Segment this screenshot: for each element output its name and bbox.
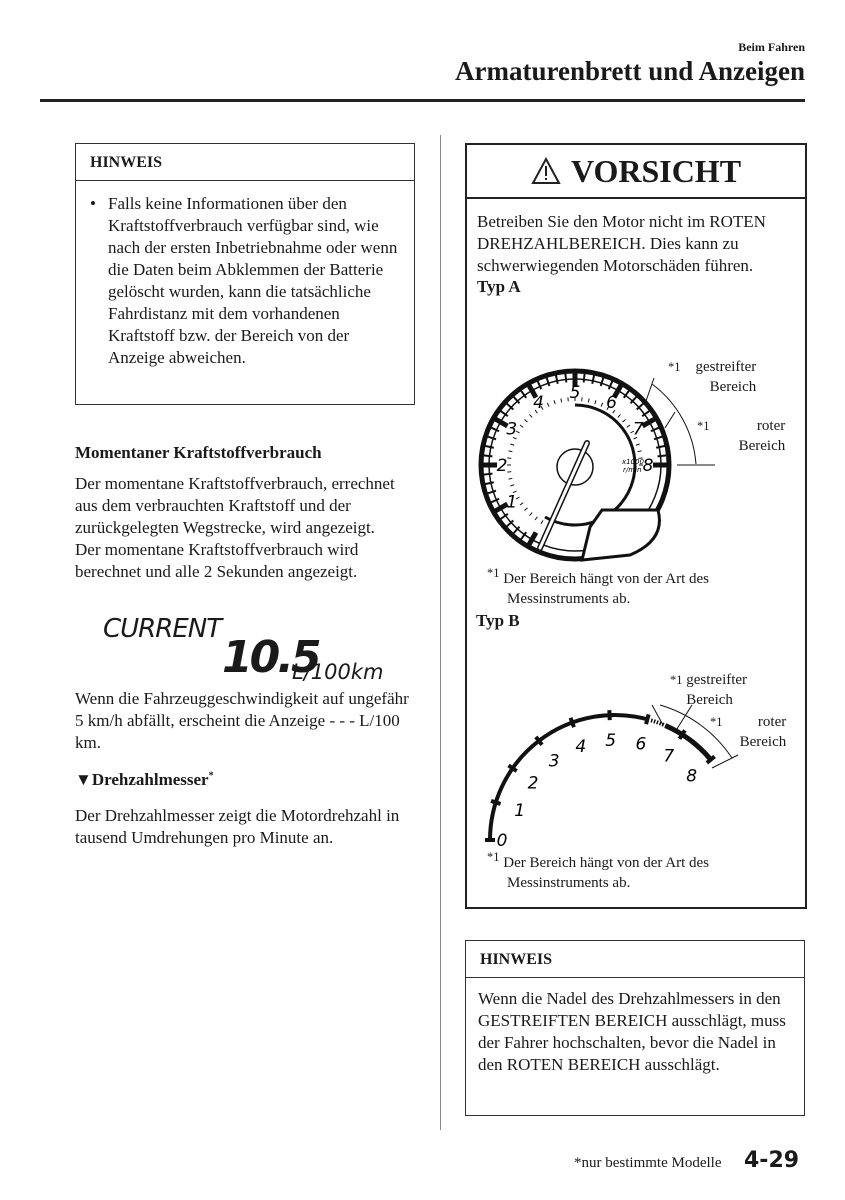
- gauge-inner-tick: [529, 414, 532, 417]
- gauge-tick: [547, 378, 550, 387]
- gauge-inner-tick: [627, 425, 630, 427]
- gauge-tick: [565, 374, 566, 383]
- gauge-inner-tick: [547, 403, 549, 407]
- callout-striped-a: [668, 357, 756, 397]
- footnote-mark: *1: [487, 850, 500, 864]
- callout-mark: *1: [710, 715, 723, 729]
- warning-triangle-icon: [531, 157, 561, 185]
- tachometer-type-b: [470, 660, 810, 860]
- callout-striped-text: gestreifter Bereich: [686, 672, 748, 708]
- gauge-number: 4: [533, 392, 544, 413]
- gauge-inner-tick: [561, 398, 562, 402]
- gauge-tick: [488, 437, 497, 440]
- gauge-tick: [656, 446, 665, 448]
- display-value: 10.5: [222, 632, 319, 683]
- note-text: Wenn die Nadel des Drehzahlmessers in den GESTREIFTEN BEREICH ausschlägt, muss der Fahrer hochschalten, bevor die Nadel in den ROTEN BEREICH ausschlägt.: [478, 989, 786, 1074]
- gauge-tick: [571, 718, 574, 727]
- footnote-text: Der Bereich hängt von der Art des Messinstruments ab.: [503, 855, 710, 891]
- gauge-number: 7: [632, 419, 644, 440]
- type-b-label: Typ B: [476, 611, 520, 630]
- warning-text: Betreiben Sie den Motor nicht im ROTEN DREHZAHLBEREICH. Dies kann zu schwerwiegenden Motorschäden führen.: [477, 212, 766, 275]
- gauge-inner-tick: [524, 419, 527, 422]
- gauge-inner-tick: [510, 444, 514, 445]
- gauge-number: 2: [527, 773, 539, 794]
- note-bullet: • Falls keine Informationen über den Kraftstoffverbrauch verfügbar sind, wie nach der ersten Inbetriebnahme oder wenn die Daten beim Abklemmen der Batterie gelöscht wurden, kann die tatsächliche Fahrdistanz mit dem vorhandenen Kraftstoff bzw. der Bereich von der Anzeige abweichen.: [90, 193, 400, 369]
- gauge-number: 0: [496, 831, 508, 851]
- callout-striped-text: gestreifter Bereich: [695, 359, 757, 395]
- gauge-inner-tick: [601, 403, 603, 407]
- gauge-number: 6: [635, 734, 647, 755]
- gauge-tick: [485, 482, 494, 484]
- gauge-tick: [601, 378, 604, 387]
- gauge-number: 5: [605, 731, 617, 752]
- section-label: Beim Fahren: [738, 40, 805, 54]
- tacho-heading: [75, 770, 214, 790]
- triangle-down-icon: ▼: [75, 770, 92, 789]
- column-divider: [440, 135, 441, 1130]
- gauge-tick: [484, 455, 493, 456]
- gauge-inner-tick: [636, 444, 640, 445]
- tacho-asterisk: *: [208, 770, 214, 782]
- fuel-paragraph-1: Der momentane Kraftstoffverbrauch, errechnet aus dem verbrauchten Kraftstoff und der zurückgelegten Wegstrecke, wird angezeigt.: [75, 474, 395, 537]
- gauge-inner-tick: [535, 517, 537, 520]
- gauge-number: 3: [506, 419, 518, 440]
- gauge-inner-tick: [520, 503, 523, 505]
- fuel-paragraph-2: Der momentane Kraftstoffverbrauch wird berechnet und alle 2 Sekunden angezeigt.: [75, 540, 359, 581]
- callout-red-a: [697, 416, 785, 456]
- unit-rpm: r/min: [623, 466, 642, 474]
- type-a-label: Typ A: [477, 277, 521, 296]
- footer-note: *nur bestimmte Modelle: [574, 1155, 722, 1171]
- gauge-tick: [646, 714, 649, 724]
- note-heading: HINWEIS: [76, 144, 414, 181]
- footnote-mark: *1: [487, 566, 500, 580]
- footnote-a: [487, 563, 807, 609]
- fuel-section: [75, 443, 415, 583]
- page-number: 4-29: [744, 1148, 800, 1173]
- unit-x1000: x1000: [622, 458, 644, 466]
- gauge-number: 8: [642, 456, 654, 476]
- fuel-paragraph-3: Wenn die Fahrzeuggeschwindigkeit auf ungefähr 5 km/h abfällt, erscheint die Anzeige - - - L/100 km.: [75, 689, 409, 752]
- note-list: [76, 181, 414, 369]
- gauge-tick: [643, 419, 655, 426]
- page-title: Armaturenbrett und Anzeigen: [455, 56, 805, 86]
- gauge-inner-tick: [510, 485, 514, 486]
- gauge-tick: [658, 455, 667, 456]
- gauge-tick: [485, 446, 494, 448]
- gauge-inner-tick: [588, 398, 589, 402]
- gauge-inner-tick: [595, 400, 596, 404]
- note-heading: HINWEIS: [466, 941, 804, 978]
- gauge-inner-tick: [520, 425, 523, 427]
- gauge-inner-tick: [508, 451, 512, 452]
- note-box: [75, 143, 415, 405]
- gauge-inner-tick: [554, 400, 555, 404]
- gauge-number: 7: [663, 746, 675, 767]
- gauge-tick: [592, 375, 594, 384]
- callout-mark: *1: [697, 419, 710, 433]
- display-unit: L/100km: [292, 660, 384, 684]
- gauge-number: 1: [506, 492, 518, 513]
- footnote-text: Der Bereich hängt von der Art des Messinstruments ab.: [503, 571, 710, 607]
- gauge-inner-tick: [618, 414, 621, 417]
- note-box-right: [465, 940, 805, 1116]
- gauge-inner-tick: [508, 478, 512, 479]
- gauge-tick: [584, 374, 585, 383]
- gauge-number: 2: [496, 456, 508, 476]
- gauge-number: 4: [575, 737, 587, 758]
- tacho-heading-text: Drehzahlmesser: [91, 770, 209, 789]
- gauge-number: 5: [569, 383, 581, 403]
- gauge-tick: [556, 375, 558, 384]
- callout-striped-b: [670, 670, 758, 710]
- gauge-inner-tick: [623, 419, 626, 422]
- gauge-inner-tick: [529, 513, 532, 516]
- gauge-arc: [490, 715, 647, 840]
- footnote-b: [487, 847, 807, 893]
- gauge-number: 6: [606, 392, 617, 413]
- fuel-heading: Momentaner Kraftstoffverbrauch: [75, 443, 322, 462]
- gauge-tick: [529, 533, 536, 545]
- warning-header: [467, 145, 805, 199]
- callout-red-text: roter Bereich: [739, 714, 787, 750]
- gauge-tick: [654, 437, 663, 440]
- gauge-inner-tick: [638, 451, 642, 452]
- callout-red-text: roter Bereich: [738, 418, 786, 454]
- gauge-number: 8: [686, 766, 698, 787]
- header-rule: [40, 99, 805, 102]
- callout-mark: *1: [670, 673, 683, 687]
- display-label: CURRENT: [103, 614, 222, 644]
- gauge-tick: [488, 491, 497, 494]
- warning-title: VORSICHT: [570, 152, 742, 189]
- gauge-number: 1: [514, 800, 526, 821]
- gauge-inner-tick: [524, 508, 527, 511]
- gauge-number: 3: [548, 751, 560, 772]
- tacho-paragraph: Der Drehzahlmesser zeigt die Motordrehzahl in tausend Umdrehungen pro Minute an.: [75, 806, 400, 847]
- callout-mark: *1: [668, 360, 681, 374]
- callout-red-b: [710, 712, 786, 752]
- gauge-tick: [484, 474, 493, 475]
- gauge-tick: [491, 801, 501, 804]
- gauge-inner-tick: [541, 520, 543, 523]
